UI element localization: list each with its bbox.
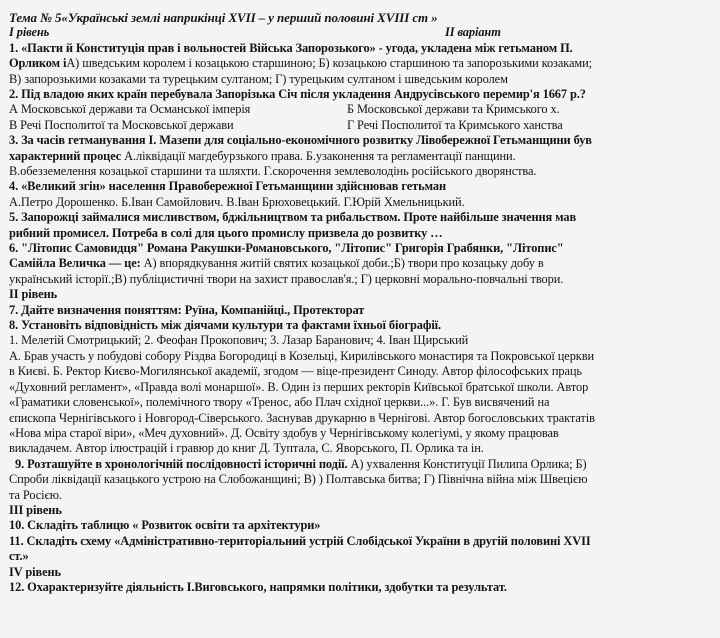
variant-label: ІІ варіант xyxy=(445,25,501,40)
question-5-line-2: рибний промисел. Потреба в солі для цього промислу призвела до розвитку … xyxy=(9,225,443,240)
question-4-options: А.Петро Дорошенко. Б.Іван Самойлович. В.Іван Брюховецький. Г.Юрій Хмельницький. xyxy=(9,194,465,209)
question-11-line-1: 11. Складіть схему «Адміністративно-територіальний устрій Слобідської України в другій половині XVII xyxy=(9,533,591,548)
question-3-options-line-2: В.обезземелення козацької старшини та шляхти. Г.скорочення землеволодінь російського дворянства. xyxy=(9,164,537,179)
question-2-option-b: Б Московської держави та Кримського х. xyxy=(347,102,560,117)
question-8-facts-line: А. Брав участь у побудові собору Різдва Богородиці в Козельці, Кирилівського монастиря та Покровської церкви xyxy=(9,348,594,363)
question-7-text: 7. Дайте визначення поняттям: Руїна, Компанійці., Протекторат xyxy=(9,302,365,317)
question-8-facts-line: «Граматики словенської», полемічного твору «Тренос, або Плач східної церкви...». Г. Був висвячений на xyxy=(9,395,550,410)
level-4-heading: IV рівень xyxy=(9,564,61,579)
level-3-heading: ІІІ рівень xyxy=(9,502,62,517)
question-12-text: 12. Охарактеризуйте діяльність І.Виговського, напрямки політики, здобутки та результат. xyxy=(9,579,507,594)
level-2-heading: ІІ рівень xyxy=(9,287,58,302)
worksheet-title: Тема № 5«Українські землі наприкінці XVII – у перший половині XVIII ст » xyxy=(9,10,438,25)
question-5-line-1: 5. Запорожці займалися мисливством, бджільництвом та рибальством. Проте найбільше значення мав xyxy=(9,210,577,225)
question-1-text: 1. «Пакти й Конституція прав і вольностей Війська Запорозького» - угода, укладена між гетьманом П. xyxy=(9,40,573,55)
question-1-options-line-2: В) запорозькими козаками та турецьким султаном; Г) турецьким султаном і шведським королем xyxy=(9,71,508,86)
question-10-text: 10. Складіть таблицю « Розвиток освіти та архітектури» xyxy=(9,518,321,533)
question-11-line-2: ст.» xyxy=(9,549,29,564)
question-3-text-cont: характерний процес xyxy=(9,148,122,163)
question-2-option-c: В Речі Посполитої та Московської держави xyxy=(9,117,234,132)
level-variant-row xyxy=(9,25,710,40)
question-8-facts-line: викладачем. Автор ілюстрацій і гравюр до книг Д. Туптала, С. Яворського, П. Орлика та ін. xyxy=(9,441,484,456)
question-4-text: 4. «Великий згін» населення Правобережної Гетьманщини здійснював гетьман xyxy=(9,179,446,194)
question-6-text-cont: Самійла Величка — це: xyxy=(9,256,141,271)
question-6-line-2 xyxy=(9,256,710,271)
question-1-options-line-1 xyxy=(9,56,710,71)
question-9-options-a-b: А) ухвалення Конституції Пилипа Орлика; Б) xyxy=(350,456,587,471)
level-1-heading: І рівень xyxy=(9,25,50,40)
question-6-line-3: український історії.;В) публіцистичні твори на захист православ'я.; Г) церковні морально-повчальні твори. xyxy=(9,271,564,286)
question-9-line-3: та Росією. xyxy=(9,487,62,502)
question-2-option-a: А Московської держави та Османської імперія xyxy=(9,102,251,117)
question-1-text-cont: Орликом і xyxy=(9,56,67,71)
question-2-text: 2. Під владою яких країн перебувала Запорізька Січ після укладення Андрусівського перемир'я 1667 р.? xyxy=(9,87,586,102)
question-9-line-1 xyxy=(9,457,710,472)
question-6-line-1: 6. "Літопис Самовидця" Романа Ракушки-Романовського, "Літопис" Григорія Грабянки, "Літопис" xyxy=(9,241,564,256)
question-1-options-a-b: А) шведським королем і козацькою старшиною; Б) козацькою старшиною та запорозькими козаками; xyxy=(66,56,592,71)
question-8-people: 1. Мелетій Смотрицький; 2. Феофан Прокопович; 3. Лазар Баранович; 4. Іван Щирський xyxy=(9,333,469,348)
question-3-options-line-1 xyxy=(9,149,710,164)
question-8-facts-line: «Духовний регламент», «Правда волі монаршої». В. Один із перших ректорів Київської братської школи. Автор xyxy=(9,379,589,394)
question-8-facts-line: в Києві. Б. Ректор Києво-Могилянської академії, згодом — віце-президент Синоду. Автор філософських праць xyxy=(9,364,582,379)
question-6-options-a-b: А) впорядкування житій святих козацької доби.;Б) твори про козацьку добу в xyxy=(143,256,544,271)
question-8-facts-line: єпископа Чернігівського і Новгород-Сіверського. Заснував друкарню в Чернігові. Автор богословських трактатів xyxy=(9,410,595,425)
question-9-line-2: Спроби ліквідації казацького устрою на Слобожанщині; В) ) Полтавська битва; Г) Північна війна між Швецією xyxy=(9,472,588,487)
question-8-text: 8. Установіть відповідність між діячами культури та фактами їхньої біографії. xyxy=(9,318,442,333)
question-3-options-a-b: А.ліквідації магдебурзького права. Б.узаконення та регламентації панщини. xyxy=(124,148,516,163)
question-2-options-row-2 xyxy=(9,118,710,133)
question-8-facts-line: «Нова міра старої віри», «Меч духовний». Д. Освіту здобув у Чернігівському колегіумі, у якому працював xyxy=(9,425,559,440)
question-9-text: 9. Розташуйте в хронологічній послідовності історичні події. xyxy=(9,456,348,471)
question-2-options-row-1 xyxy=(9,102,710,117)
question-3-text: 3. За часів гетманування І. Мазепи для соціально-економічного розвитку Лівобережної Гетьманщини був xyxy=(9,133,592,148)
question-2-option-d: Г Речі Посполитої та Кримського ханства xyxy=(347,117,563,132)
